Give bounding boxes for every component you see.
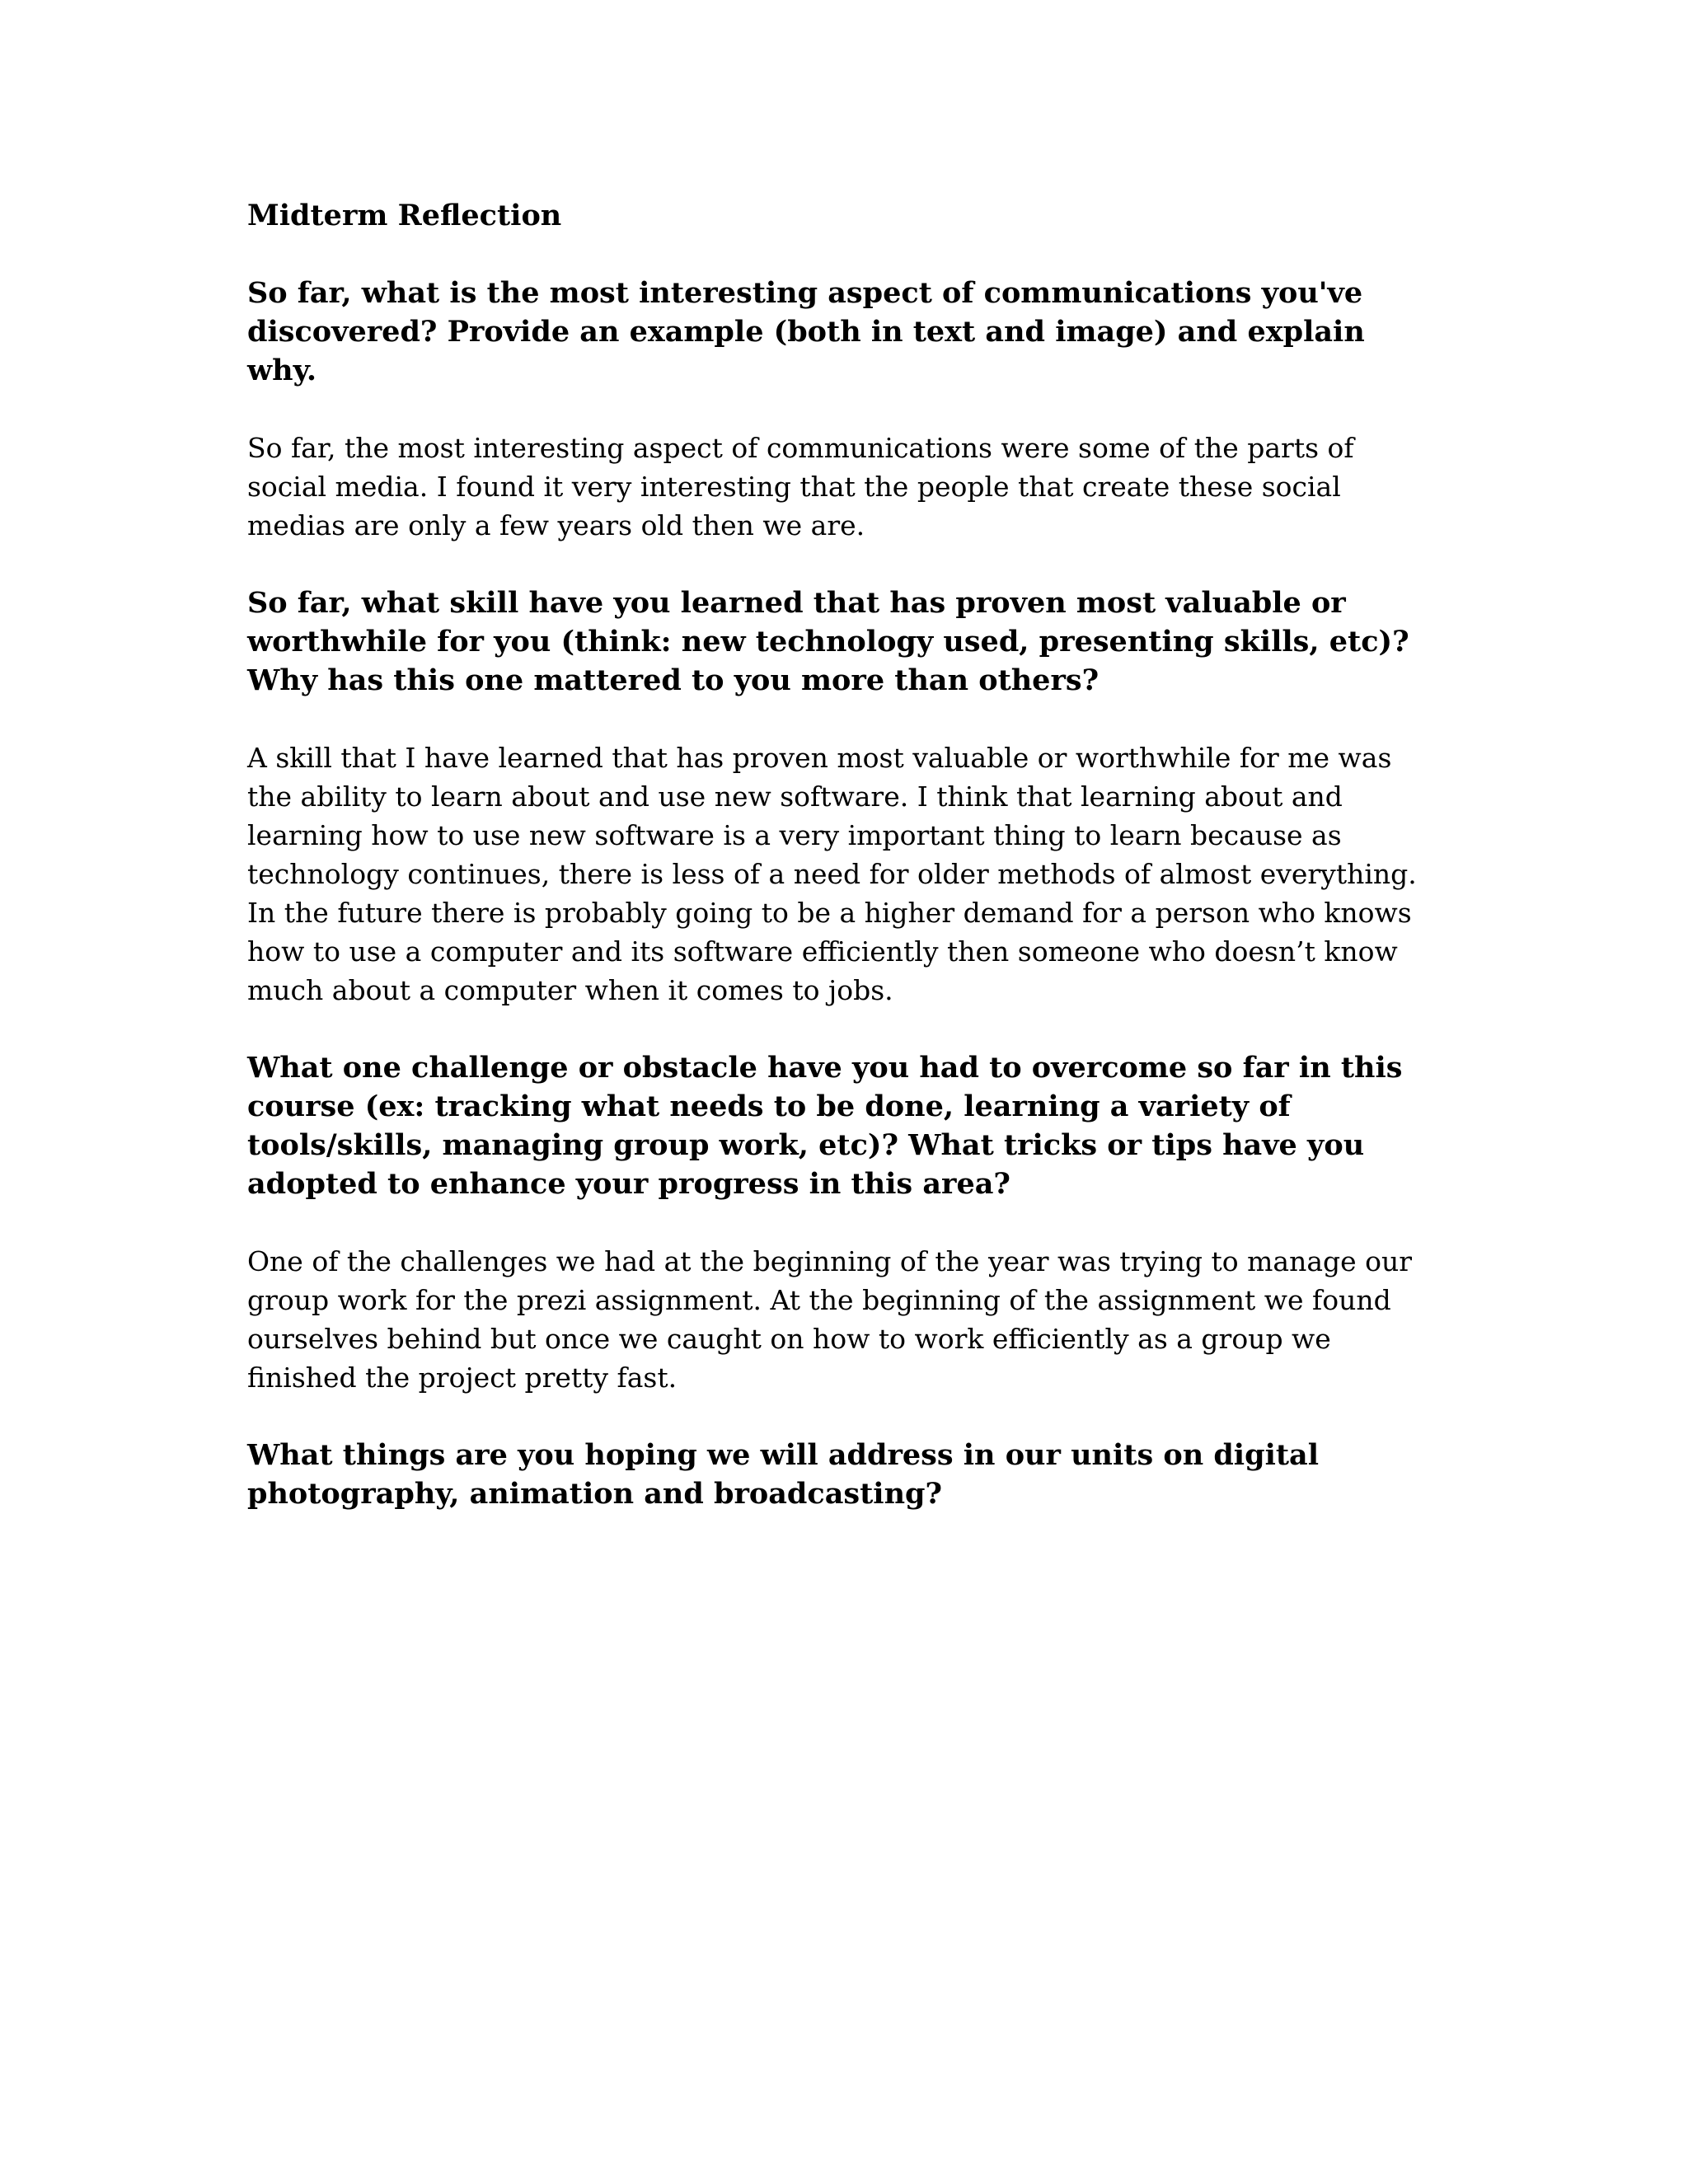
question-2: So far, what skill have you learned that has proven most valuable or worthwhile for you (think: new technology used, presenting skills, etc)? Why has this one mattered to you more than others?: [247, 586, 1409, 697]
answer-3: One of the challenges we had at the beginning of the year was trying to manage our group work for the prezi assignment. At the beginning of the assignment we found ourselves behind but once we caught on how to work efficiently as a group we finished the project pretty fast.: [247, 1245, 1413, 1394]
question-1: So far, what is the most interesting aspect of communications you've discovered? Provide an example (both in text and image) and explain why.: [247, 276, 1365, 387]
document-body: [247, 196, 1434, 1513]
answer-2: A skill that I have learned that has proven most valuable or worthwhile for me was the ability to learn about and use new software. I think that learning about and learning how to use new software is a very important thing to learn because as technology continues, there is less of a need for older methods of almost everything. In the future there is probably going to be a higher demand for a person who knows how to use a computer and its software efficiently then someone who doesn’t know much about a computer when it comes to jobs.: [247, 742, 1417, 1006]
answer-1: So far, the most interesting aspect of communications were some of the parts of social media. I found it very interesting that the people that create these social medias are only a few years old then we are.: [247, 432, 1354, 541]
question-4: What things are you hoping we will address in our units on digital photography, animation and broadcasting?: [247, 1438, 1320, 1511]
document-title: Midterm Reflection: [247, 199, 562, 232]
question-3: What one challenge or obstacle have you had to overcome so far in this course (ex: tracking what needs to be done, learning a variety of tools/skills, managing group work, etc)? What tricks or tips have you adopted to enhance your progress in this area?: [247, 1051, 1403, 1201]
